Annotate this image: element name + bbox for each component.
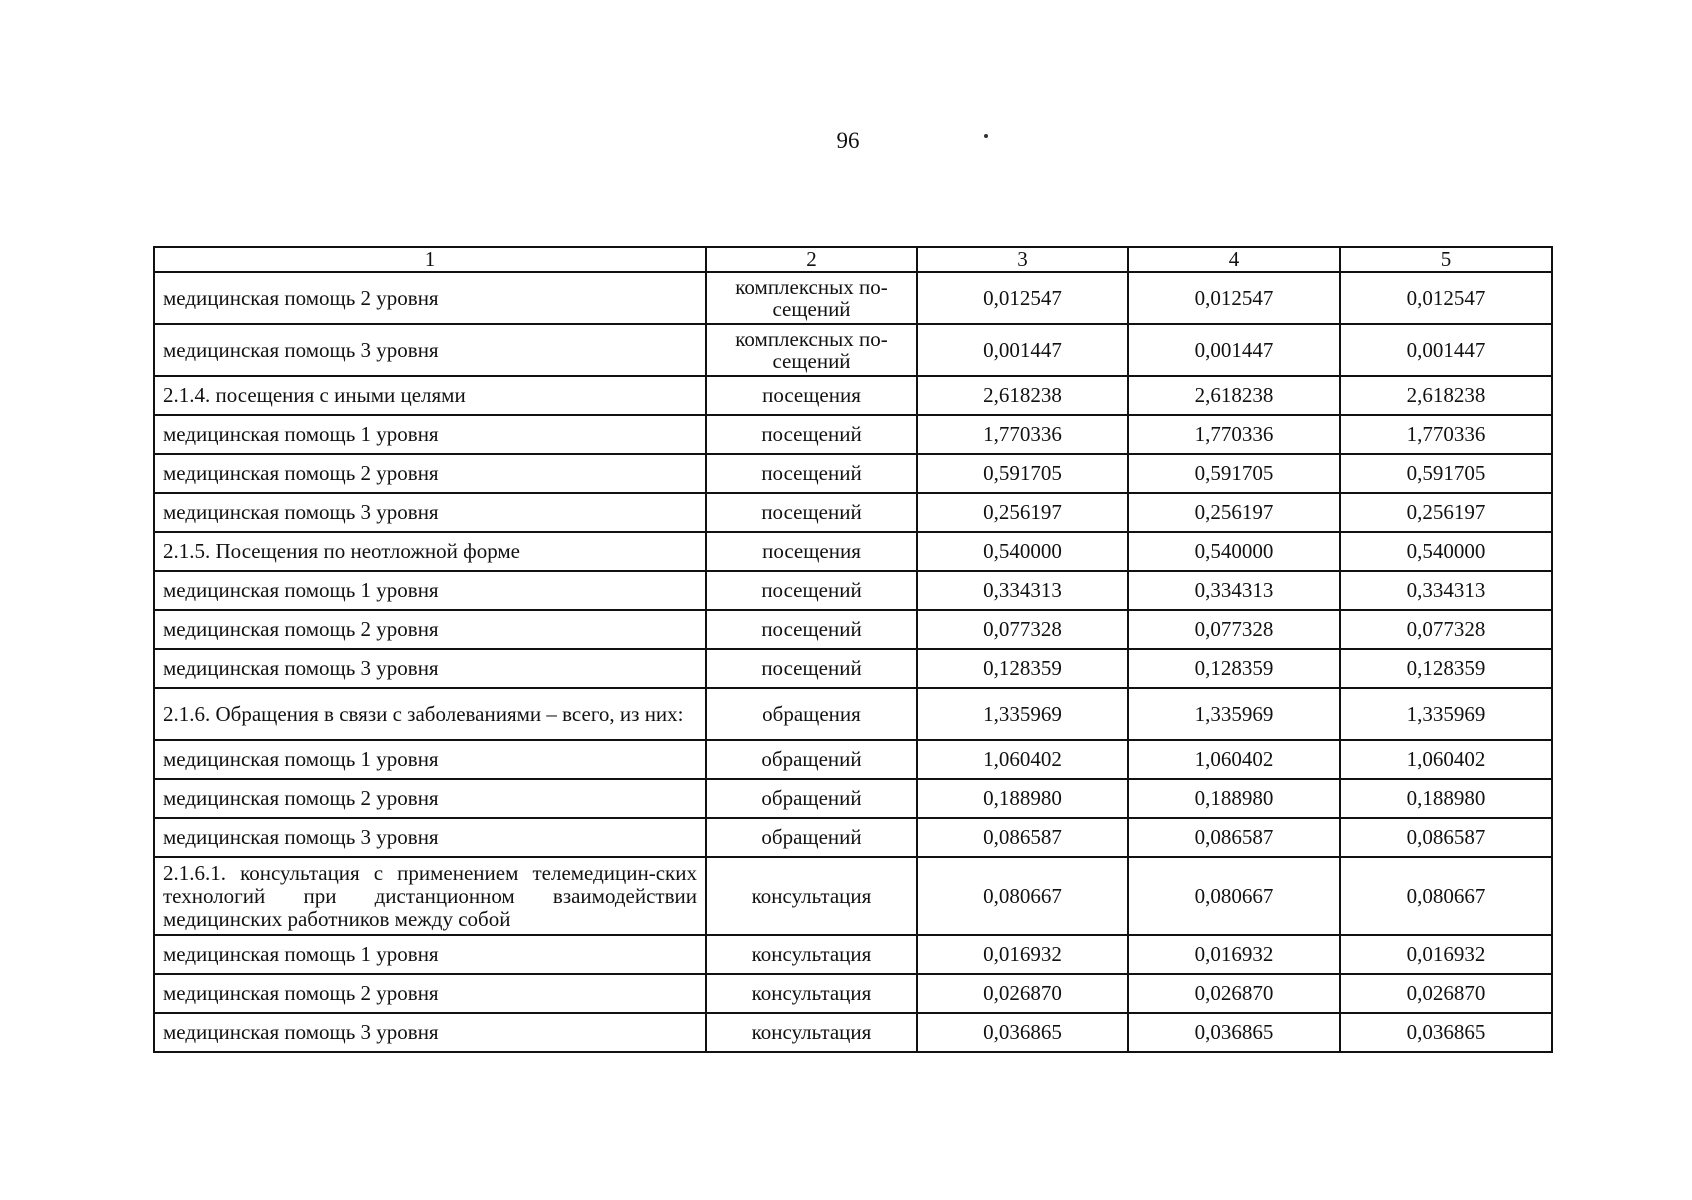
row-value-3: 0,128359 <box>917 649 1128 688</box>
row-value-5: 0,077328 <box>1340 610 1552 649</box>
row-value-3: 1,060402 <box>917 740 1128 779</box>
table-row <box>154 974 1552 1013</box>
row-value-5: 0,128359 <box>1340 649 1552 688</box>
row-name: 2.1.5. Посещения по неотложной форме <box>154 532 706 571</box>
row-value-4: 2,618238 <box>1128 376 1340 415</box>
row-value-4: 0,256197 <box>1128 493 1340 532</box>
row-name: медицинская помощь 3 уровня <box>154 324 706 376</box>
row-name: медицинская помощь 3 уровня <box>154 1013 706 1052</box>
row-unit: обращений <box>706 740 917 779</box>
row-value-4: 0,591705 <box>1128 454 1340 493</box>
table-row <box>154 818 1552 857</box>
row-name: медицинская помощь 2 уровня <box>154 779 706 818</box>
table-header-row <box>154 247 1552 272</box>
row-value-3: 0,036865 <box>917 1013 1128 1052</box>
row-unit: консультация <box>706 935 917 974</box>
row-name: медицинская помощь 2 уровня <box>154 610 706 649</box>
row-value-3: 0,334313 <box>917 571 1128 610</box>
row-value-3: 0,540000 <box>917 532 1128 571</box>
table-row <box>154 454 1552 493</box>
row-value-4: 0,334313 <box>1128 571 1340 610</box>
row-unit: посещений <box>706 610 917 649</box>
table-row <box>154 571 1552 610</box>
page-number: 96 <box>836 128 860 153</box>
row-unit: обращений <box>706 818 917 857</box>
row-value-3: 0,012547 <box>917 272 1128 324</box>
row-value-5: 0,026870 <box>1340 974 1552 1013</box>
table-row <box>154 272 1552 324</box>
row-value-5: 0,001447 <box>1340 324 1552 376</box>
row-unit: комплексных по-сещений <box>706 324 917 376</box>
row-value-5: 1,770336 <box>1340 415 1552 454</box>
row-value-4: 0,001447 <box>1128 324 1340 376</box>
row-unit: посещения <box>706 532 917 571</box>
table-row <box>154 376 1552 415</box>
row-unit: консультация <box>706 974 917 1013</box>
row-value-4: 0,188980 <box>1128 779 1340 818</box>
stray-dot <box>984 134 988 138</box>
row-value-5: 0,080667 <box>1340 857 1552 935</box>
row-name: медицинская помощь 1 уровня <box>154 571 706 610</box>
row-name: медицинская помощь 1 уровня <box>154 935 706 974</box>
row-value-4: 0,012547 <box>1128 272 1340 324</box>
row-value-3: 0,080667 <box>917 857 1128 935</box>
row-name: 2.1.6. Обращения в связи с заболеваниями – всего, из них: <box>154 688 706 740</box>
row-value-5: 0,540000 <box>1340 532 1552 571</box>
table-row <box>154 415 1552 454</box>
row-value-3: 2,618238 <box>917 376 1128 415</box>
row-name: медицинская помощь 3 уровня <box>154 818 706 857</box>
table-row <box>154 324 1552 376</box>
row-value-4: 0,077328 <box>1128 610 1340 649</box>
row-value-5: 0,036865 <box>1340 1013 1552 1052</box>
row-value-3: 0,256197 <box>917 493 1128 532</box>
table-row <box>154 493 1552 532</box>
row-unit: комплексных по-сещений <box>706 272 917 324</box>
row-value-4: 0,086587 <box>1128 818 1340 857</box>
table-row <box>154 935 1552 974</box>
row-name: медицинская помощь 2 уровня <box>154 454 706 493</box>
column-number-1: 1 <box>154 247 706 272</box>
row-value-4: 0,036865 <box>1128 1013 1340 1052</box>
column-number-5: 5 <box>1340 247 1552 272</box>
row-name: медицинская помощь 1 уровня <box>154 415 706 454</box>
row-unit: посещения <box>706 376 917 415</box>
row-value-3: 0,026870 <box>917 974 1128 1013</box>
row-value-3: 0,077328 <box>917 610 1128 649</box>
column-number-4: 4 <box>1128 247 1340 272</box>
row-name: медицинская помощь 2 уровня <box>154 974 706 1013</box>
row-name: 2.1.6.1. консультация с применением телемедицин-ских технологий при дистанционном взаимодействии медицинских работников между собой <box>154 857 706 935</box>
row-value-5: 0,012547 <box>1340 272 1552 324</box>
row-value-5: 0,016932 <box>1340 935 1552 974</box>
row-name: медицинская помощь 1 уровня <box>154 740 706 779</box>
row-name: медицинская помощь 2 уровня <box>154 272 706 324</box>
row-value-4: 1,060402 <box>1128 740 1340 779</box>
table-row <box>154 649 1552 688</box>
row-value-5: 1,060402 <box>1340 740 1552 779</box>
table-row <box>154 610 1552 649</box>
row-value-5: 0,591705 <box>1340 454 1552 493</box>
row-name: 2.1.4. посещения с иными целями <box>154 376 706 415</box>
row-value-5: 0,086587 <box>1340 818 1552 857</box>
row-value-4: 0,026870 <box>1128 974 1340 1013</box>
table-row <box>154 532 1552 571</box>
column-number-3: 3 <box>917 247 1128 272</box>
row-value-5: 1,335969 <box>1340 688 1552 740</box>
row-value-3: 0,016932 <box>917 935 1128 974</box>
row-value-3: 1,335969 <box>917 688 1128 740</box>
table-row <box>154 1013 1552 1052</box>
row-value-4: 1,335969 <box>1128 688 1340 740</box>
row-value-3: 0,001447 <box>917 324 1128 376</box>
row-value-5: 0,334313 <box>1340 571 1552 610</box>
row-unit: посещений <box>706 415 917 454</box>
table-row <box>154 688 1552 740</box>
row-unit: посещений <box>706 493 917 532</box>
row-value-4: 0,016932 <box>1128 935 1340 974</box>
row-value-4: 0,540000 <box>1128 532 1340 571</box>
row-value-3: 1,770336 <box>917 415 1128 454</box>
row-value-4: 1,770336 <box>1128 415 1340 454</box>
row-unit: посещений <box>706 649 917 688</box>
row-value-5: 0,256197 <box>1340 493 1552 532</box>
table-row <box>154 779 1552 818</box>
table-row <box>154 740 1552 779</box>
row-name: медицинская помощь 3 уровня <box>154 649 706 688</box>
row-unit: посещений <box>706 454 917 493</box>
row-value-4: 0,080667 <box>1128 857 1340 935</box>
data-table <box>153 246 1553 1053</box>
row-value-3: 0,188980 <box>917 779 1128 818</box>
row-unit: посещений <box>706 571 917 610</box>
row-name: медицинская помощь 3 уровня <box>154 493 706 532</box>
table-row <box>154 857 1552 935</box>
row-unit: обращений <box>706 779 917 818</box>
row-value-4: 0,128359 <box>1128 649 1340 688</box>
row-unit: консультация <box>706 857 917 935</box>
column-number-2: 2 <box>706 247 917 272</box>
row-unit: обращения <box>706 688 917 740</box>
row-unit: консультация <box>706 1013 917 1052</box>
row-value-5: 2,618238 <box>1340 376 1552 415</box>
row-value-3: 0,086587 <box>917 818 1128 857</box>
row-value-5: 0,188980 <box>1340 779 1552 818</box>
row-value-3: 0,591705 <box>917 454 1128 493</box>
